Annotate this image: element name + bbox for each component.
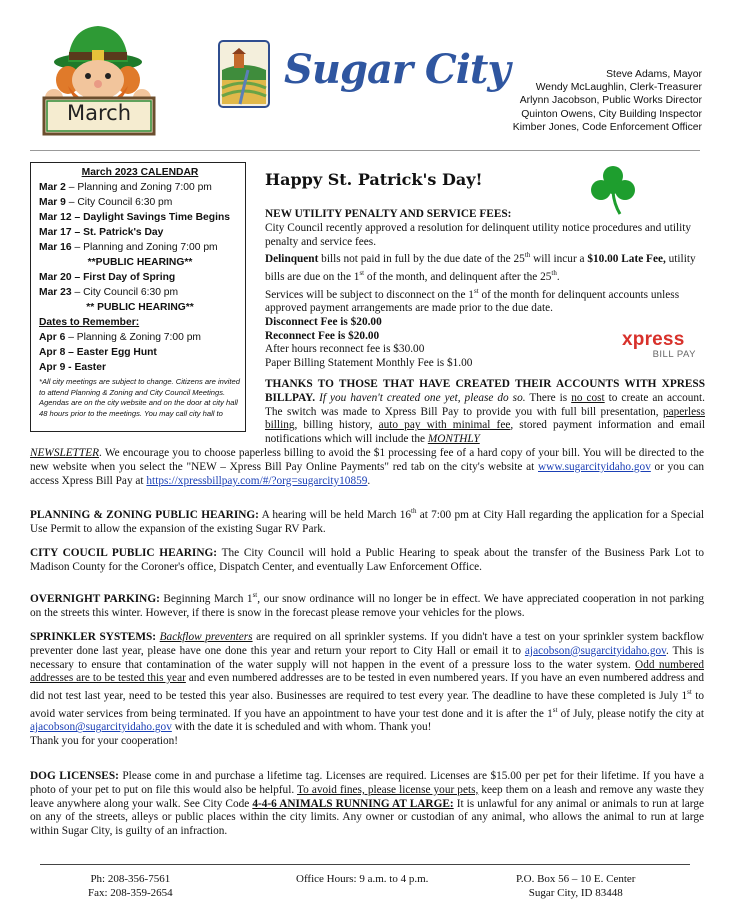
public-hearing-label: **PUBLIC HEARING** — [87, 257, 193, 268]
logo-wordmark: Sugar City — [284, 46, 510, 93]
paper-billing-fee: Paper Billing Statement Monthly Fee is $1.00 — [265, 357, 473, 370]
staff-mayor: Steve Adams, Mayor — [606, 69, 702, 80]
dog-licenses-section: DOG LICENSES: Please come in and purchase a lifetime tag. Licenses are required. Licenses are $15.00 per pet for their lifetime. If you have a photo of your pet to put on file this would also be helpful. To avoid fines, please license your pets, keep them on a leash and remove any waste they leave anywhere along your walk. See City Code 4-4-6 ANIMALS RUNNING AT LARGE: It is unlawful for any animal or animals to run at large on any of the streets, alleys or public places within the city limits. Any owner or custodian of any animal, who allows the animal to run at large within Sugar City, is guilty of an infraction. — [30, 770, 705, 838]
dates-to-remember-heading: Dates to Remember: — [39, 317, 140, 328]
staff-public-works: Arlynn Jacobson, Public Works Director — [519, 95, 702, 107]
calendar-row: Mar 2 – Planning and Zoning 7:00 pm — [39, 182, 212, 193]
calendar-box — [30, 162, 246, 432]
disconnect-fee: Disconnect Fee is $20.00 — [265, 315, 382, 328]
xpress-brand: xpress — [622, 329, 685, 350]
calendar-row: Mar 12 – Daylight Savings Time Begins — [39, 212, 230, 223]
calendar-row: Mar 16 – Planning and Zoning 7:00 pm — [39, 242, 218, 253]
calendar-row: Mar 23 – City Council 6:30 pm — [39, 287, 179, 298]
utility-p2: Delinquent bills not paid in full by the due date of the 25th will incur a $10.00 Late Fee, utility bills are due on the 1st of the month, and delinquent after the 25th. — [265, 251, 696, 283]
staff-code-enforcement: Kimber Jones, Code Enforcement Officer — [512, 121, 702, 133]
page-title: Happy St. Patrick's Day! — [265, 170, 483, 189]
calendar-row: Apr 9 - Easter — [39, 362, 106, 373]
calendar-row: Apr 8 – Easter Egg Hunt — [39, 347, 157, 358]
utility-heading: NEW UTILITY PENALTY AND SERVICE FEES: — [265, 208, 512, 220]
logo-emblem-icon — [218, 40, 270, 108]
xpress-url-link[interactable]: https://xpressbillpay.com/#/?org=sugarcity10859 — [146, 474, 368, 487]
utility-p1: City Council recently approved a resolution for delinquent utility notice procedures and utility penalty and service fees. — [265, 221, 692, 248]
xpress-section-top: THANKS TO THOSE THAT HAVE CREATED THEIR ACCOUNTS WITH XPRESS BILLPAY. If you haven't created one yet, please do so. There is no cost to create an account. The switch was made to Xpress Bill Pay to provide you with full bill presentation, paperless billing, billing history, auto pay with minimal fee, stored payment information and email notifications which will include the MONTHLY — [265, 378, 705, 446]
sprinkler-thanks: Thank you for your cooperation! — [30, 735, 179, 748]
staff-list — [513, 68, 702, 134]
calendar-note: *All city meetings are subject to change. Citizens are invited to attend Planning & Zoning and City Council Meetings. Agendas are on the city website and on the door at city hall 48 hours prior to the meetings. You may call city hall to — [39, 377, 240, 418]
staff-building-inspector: Quinton Owens, City Building Inspector — [521, 108, 702, 120]
march-label: March — [66, 101, 131, 125]
footer-hours: Office Hours: 9 a.m. to 4 p.m. — [296, 873, 429, 885]
march-leprechaun-graphic — [38, 22, 160, 140]
cc-hearing-section: CITY COUCIL PUBLIC HEARING: The City Council will hold a Public Hearing to speak about the transfer of the Business Park Lot to Madison County for the Coroner's office, Dispatch Center, and eventually Law Enforcement Office. — [30, 547, 704, 573]
pz-hearing-section: PLANNING & ZONING PUBLIC HEARING: A hearing will be held March 16th at 7:00 pm at City Hall regarding the application for a Special Use Permit to allow the expansion of the existing Sugar RV Park. — [30, 507, 704, 535]
calendar-row: Mar 9 – City Council 6:30 pm — [39, 197, 173, 208]
calendar-row: Apr 6 – Planning & Zoning 7:00 pm — [39, 332, 201, 343]
calendar-row: Mar 20 – First Day of Spring — [39, 272, 176, 283]
reconnect-fee: Reconnect Fee is $20.00 — [265, 329, 380, 342]
footer-divider — [40, 864, 690, 865]
utility-p3: Services will be subject to disconnect on the 1st of the month for delinquent accounts unless approved payment arrangements are made prior to the due date. — [265, 286, 680, 315]
footer-address: P.O. Box 56 – 10 E. Center Sugar City, ID 83448 — [516, 873, 636, 899]
xpress-sub: BILL PAY — [652, 349, 696, 360]
calendar-title: March 2023 CALENDAR — [81, 167, 199, 178]
after-hours-fee: After hours reconnect fee is $30.00 — [265, 343, 425, 356]
staff-clerk: Wendy McLaughlin, Clerk-Treasurer — [535, 82, 702, 94]
city-website-link[interactable]: www.sugarcityidaho.gov — [538, 460, 651, 473]
xpress-bill-pay-logo — [622, 330, 700, 362]
header-divider — [30, 150, 700, 151]
email-link[interactable]: ajacobson@sugarcityidaho.gov — [524, 644, 667, 657]
footer-phone: Ph: 208-356-7561 Fax: 208-359-2654 — [88, 873, 173, 899]
xpress-section-bottom: NEWSLETTER. We encourage you to choose paperless billing to avoid the $1 processing fee of a hard copy of your bill. You will be directed to the new website when you select the "NEW – Xpress Bill Pay Online Payments" red tab on the city's website at www.sugarcityidaho.gov or you can access Xpress Bill Pay at https://xpressbillpay.com/#/?org=sugarcity10859. — [30, 447, 704, 487]
email-link[interactable]: ajacobson@sugarcityidaho.gov — [30, 721, 172, 734]
sprinkler-section: SPRINKLER SYSTEMS: Backflow preventers are required on all sprinkler systems. If you didn't have a test on your sprinkler system backflow preventer done last year, please have one done this year and return your report to City Hall or email it to ajacobson@sugarcityidaho.gov. This is necessary to ensure that contamination of the water supply will not happen in the event of a pressure loss to the water system. Odd numbered addresses are to be tested this year and even numbered addresses are to be tested in even numbered years. If you have an even numbered address and did not test last year, need to be tested this year also. Businesses are required to test every year. The deadline to have these completed is July 1st to avoid water services from being terminated. If you have an appointment to have your test done and it is after the 1st of July, please notify the city at ajacobson@sugarcityidaho.gov with the date it is scheduled and with whom. Thank you! Thank you for your cooperation! — [30, 631, 705, 748]
calendar-row: Mar 17 – St. Patrick's Day — [39, 227, 164, 238]
overnight-parking-section: OVERNIGHT PARKING: Beginning March 1st, our snow ordinance will no longer be in effect. We have appreciated cooperation in not parking on the streets this winter. However, if there is snow in the forecast please remove your vehicles for the plows. — [30, 591, 704, 619]
public-hearing-label: ** PUBLIC HEARING** — [86, 302, 194, 313]
xpress-heading: THANKS TO THOSE THAT HAVE CREATED THEIR ACCOUNTS WITH XPRESS BILLPAY. — [265, 378, 705, 404]
sugar-city-logo — [218, 40, 510, 132]
